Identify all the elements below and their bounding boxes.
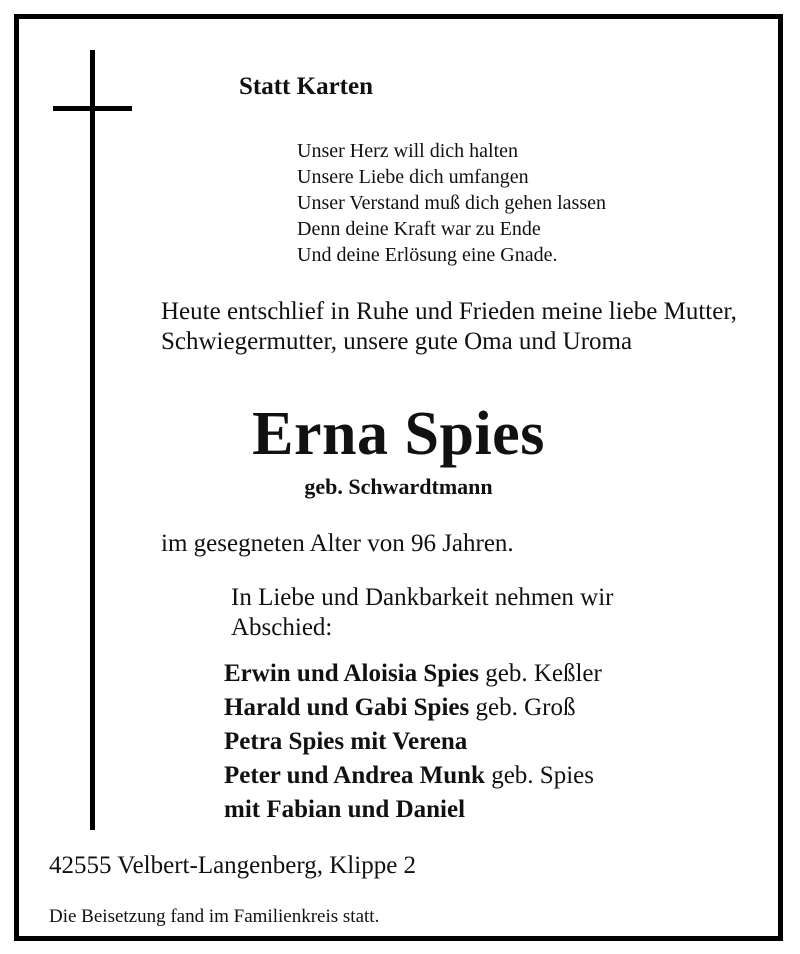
- mourner-name: Harald und Gabi Spies: [224, 694, 470, 721]
- notice-heading: Statt Karten: [239, 73, 373, 100]
- mourner-list: [224, 657, 602, 827]
- maiden-name: geb. Schwardtmann: [304, 474, 493, 499]
- cross-icon-bar: [53, 106, 132, 111]
- mourner-entry: [224, 793, 602, 827]
- mourner-name: mit Fabian und Daniel: [224, 796, 466, 823]
- mourner-name: Erwin und Aloisia Spies: [224, 660, 479, 687]
- mourner-entry: [224, 691, 602, 725]
- burial-note: Die Beisetzung fand im Familienkreis statt.: [49, 906, 380, 927]
- mourner-suffix: geb. Keßler: [478, 660, 602, 687]
- poem-line: Unser Herz will dich halten: [297, 140, 519, 162]
- intro-text: Heute entschlief in Ruhe und Frieden meine liebe Mutter, Schwiegermutter, unsere gute Oma und Uroma: [161, 298, 737, 355]
- deceased-name: Erna Spies: [252, 400, 545, 468]
- mourner-name: Peter und Andrea Munk: [224, 762, 485, 789]
- farewell-text: In Liebe und Dankbarkeit nehmen wir Abschied:: [231, 584, 614, 641]
- poem-line: Unsere Liebe dich umfangen: [297, 166, 529, 188]
- age-line: im gesegneten Alter von 96 Jahren.: [161, 530, 514, 557]
- mourner-entry: [224, 657, 602, 691]
- poem-line: Unser Verstand muß dich gehen lassen: [297, 192, 607, 214]
- mourner-name: Petra Spies mit Verena: [224, 728, 468, 755]
- poem: [297, 138, 606, 268]
- address-line: 42555 Velbert-Langenberg, Klippe 2: [49, 852, 417, 879]
- mourner-suffix: geb. Spies: [484, 762, 594, 789]
- mourner-entry: [224, 759, 602, 793]
- poem-line: Denn deine Kraft war zu Ende: [297, 218, 541, 240]
- mourner-suffix: geb. Groß: [469, 694, 576, 721]
- obituary-notice: [14, 14, 783, 941]
- poem-line: Und deine Erlösung eine Gnade.: [297, 244, 558, 266]
- mourner-entry: [224, 725, 602, 759]
